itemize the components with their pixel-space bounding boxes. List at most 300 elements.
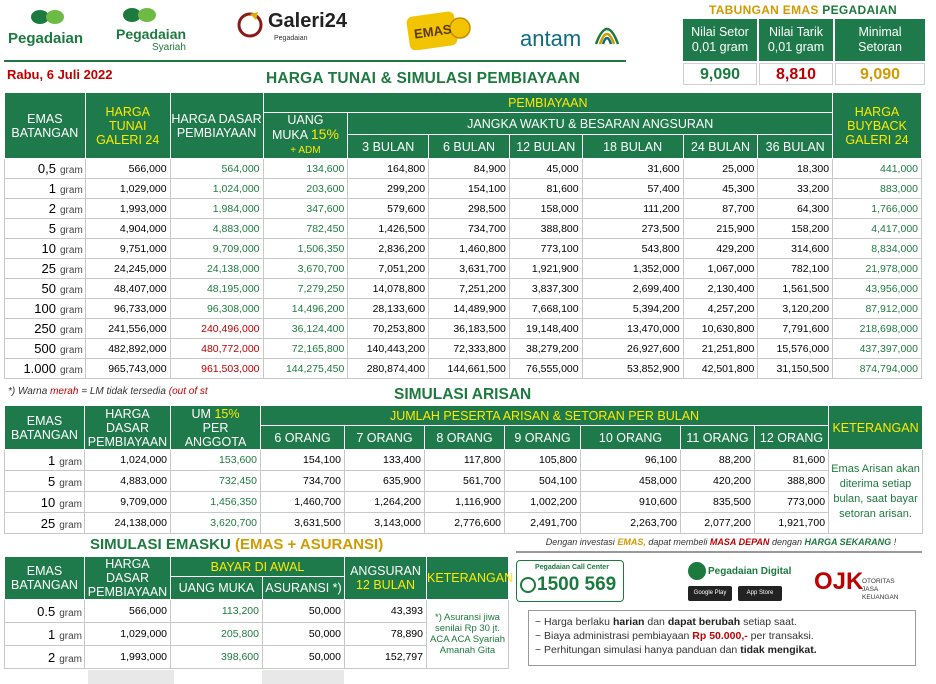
promo-c: dengan	[771, 537, 802, 547]
weight-value: 25	[40, 515, 56, 531]
promo-divider	[516, 551, 922, 553]
weight-unit: gram	[59, 225, 83, 236]
weight-unit: gram	[59, 477, 82, 489]
t3-footer-fill-2	[262, 670, 344, 684]
t1-cell-dasar: 24,138,000	[170, 259, 263, 279]
weight-cell	[5, 450, 85, 471]
ojk-logo	[812, 566, 922, 604]
t3-header-uang-muka: UANG MUKA	[171, 577, 263, 600]
info-1d: dapat berubah	[667, 616, 741, 628]
nilai-tarik-header-1: Nilai Tarik	[769, 25, 823, 39]
t1-cell-angsuran: 1,426,500	[348, 219, 429, 239]
t2-cell-orang: 2,263,700	[581, 513, 681, 534]
t1-cell-uang-muka: 144,275,450	[263, 359, 348, 379]
weight-value: 1	[47, 626, 56, 642]
t1-cell-angsuran: 45,000	[509, 159, 582, 179]
t1-cell-angsuran: 4,257,200	[683, 299, 758, 319]
promo-d: !	[893, 537, 897, 547]
t2-cell-um: 3,620,700	[171, 513, 261, 534]
table-row	[5, 299, 922, 319]
weight-value: 100	[34, 301, 56, 316]
weight-unit: gram	[59, 305, 83, 316]
t2-cell-um: 153,600	[171, 450, 261, 471]
tabungan-grid	[683, 19, 923, 85]
weight-value: 2	[48, 201, 56, 216]
t1-cell-buyback: 87,912,000	[833, 299, 922, 319]
table-row	[5, 179, 922, 199]
t3-cell-um: 205,800	[171, 623, 263, 646]
t1-cell-tunai: 48,407,000	[85, 279, 170, 299]
t1-header-uang-adm: + ADM	[290, 145, 321, 156]
t3-header-angsuran	[345, 557, 427, 600]
t3-cell-dasar: 1,029,000	[85, 623, 171, 646]
t1-cell-dasar: 240,496,000	[170, 319, 263, 339]
weight-unit: gram	[59, 607, 82, 619]
t1-cell-angsuran: 3,631,700	[429, 259, 510, 279]
t1-cell-dasar: 1,984,000	[170, 199, 263, 219]
t2-header-orang: 10 ORANG	[581, 426, 681, 450]
t1-cell-angsuran: 31,600	[582, 159, 683, 179]
pegadaian-syariah-logo	[114, 4, 194, 56]
t1-header-term: 36 BULAN	[758, 135, 833, 159]
table-row	[5, 359, 922, 379]
t2-cell-orang: 388,800	[755, 471, 829, 492]
t1-cell-angsuran: 72,333,800	[429, 339, 510, 359]
t1-cell-angsuran: 273,500	[582, 219, 683, 239]
t2-header-orang: 9 ORANG	[505, 426, 581, 450]
t1-cell-tunai: 566,000	[85, 159, 170, 179]
weight-unit: gram	[59, 165, 83, 176]
t1-cell-angsuran: 25,000	[683, 159, 758, 179]
t1-header-uang-muka	[263, 113, 348, 159]
t1-cell-uang-muka: 7,279,250	[263, 279, 348, 299]
table-row	[5, 471, 923, 492]
info-line-3	[535, 643, 909, 657]
t1-cell-dasar: 1,024,000	[170, 179, 263, 199]
t2-cell-dasar: 1,024,000	[85, 450, 171, 471]
t3-header-keterangan: KETERANGAN	[427, 557, 509, 600]
t1-cell-angsuran: 14,489,900	[429, 299, 510, 319]
weight-unit: gram	[59, 630, 82, 642]
t1-cell-tunai: 9,751,000	[85, 239, 170, 259]
table-row	[5, 319, 922, 339]
weight-unit: gram	[59, 245, 83, 256]
antam-logo-text: antam	[520, 26, 582, 51]
t2-header-um-text: UM	[191, 406, 211, 421]
t1-cell-buyback: 883,000	[833, 179, 922, 199]
t1-cell-angsuran: 158,200	[758, 219, 833, 239]
pegadaian-digital-box	[686, 562, 796, 604]
syariah-logo-text: Pegadaian	[116, 26, 187, 42]
t1-header-term: 6 BULAN	[429, 135, 510, 159]
weight-cell	[5, 623, 85, 646]
t1-cell-uang-muka: 3,670,700	[263, 259, 348, 279]
t1-cell-angsuran: 42,501,800	[683, 359, 758, 379]
tabungan-emas-box	[683, 2, 923, 85]
t3-header-angsuran-2: 12 BULAN	[355, 578, 416, 592]
weight-unit: gram	[59, 519, 82, 531]
promo-emas: EMAS,	[617, 537, 646, 547]
t1-cell-angsuran: 158,000	[509, 199, 582, 219]
weight-unit: gram	[59, 653, 82, 665]
promo-b: dapat membeli	[648, 537, 708, 547]
t1-cell-angsuran: 5,394,200	[582, 299, 683, 319]
t1-cell-angsuran: 70,253,800	[348, 319, 429, 339]
harga-tunai-table	[4, 92, 922, 379]
ojk-text-2: JASA	[862, 586, 879, 593]
galeri24-logo-subtext: Pegadaian	[274, 35, 308, 42]
table-row	[5, 259, 922, 279]
promo-a: Dengan investasi	[545, 537, 615, 547]
t1-cell-tunai: 24,245,000	[85, 259, 170, 279]
t2-cell-orang: 734,700	[261, 471, 345, 492]
note-meaning: = LM tidak tersedia	[81, 386, 166, 397]
note-out-of-stock: (out of st	[168, 386, 208, 397]
t1-cell-angsuran: 15,576,000	[758, 339, 833, 359]
simulasi-arisan-title: SIMULASI ARISAN	[394, 386, 532, 403]
t1-cell-dasar: 9,709,000	[170, 239, 263, 259]
weight-unit: gram	[59, 265, 83, 276]
t2-cell-orang: 1,460,700	[261, 492, 345, 513]
t1-header-harga-tunai: HARGA TUNAI GALERI 24	[85, 93, 170, 159]
t1-cell-angsuran: 64,300	[758, 199, 833, 219]
t1-cell-angsuran: 36,183,500	[429, 319, 510, 339]
t3-header-emas: EMAS BATANGAN	[5, 557, 85, 600]
t3-header-bayar-di-awal: BAYAR DI AWAL	[171, 557, 345, 577]
emas-badge-logo	[406, 8, 472, 50]
t1-cell-angsuran: 2,699,400	[582, 279, 683, 299]
t1-cell-tunai: 4,904,000	[85, 219, 170, 239]
weight-cell	[5, 259, 86, 279]
t2-cell-um: 1,456,350	[171, 492, 261, 513]
t2-cell-orang: 3,631,500	[261, 513, 345, 534]
info-2a: ~ Biaya administrasi pembiayaan	[535, 630, 690, 642]
weight-value: 25	[41, 261, 56, 276]
t1-header-emas: EMAS BATANGAN	[5, 93, 86, 159]
table-row	[5, 279, 922, 299]
t2-header-orang: 11 ORANG	[681, 426, 755, 450]
weight-cell	[5, 239, 86, 259]
t3-header-harga-dasar: HARGA DASAR PEMBIAYAAN	[85, 557, 171, 600]
t2-header-jumlah-peserta: JUMLAH PESERTA ARISAN & SETORAN PER BULAN	[261, 406, 829, 426]
weight-value: 5	[48, 221, 56, 236]
t3-cell-um: 398,600	[171, 646, 263, 669]
t1-cell-dasar: 564,000	[170, 159, 263, 179]
phone-icon	[520, 577, 536, 593]
weight-cell	[5, 492, 85, 513]
t2-cell-orang: 458,000	[581, 471, 681, 492]
t1-cell-angsuran: 19,148,400	[509, 319, 582, 339]
nilai-setor-header-1: Nilai Setor	[691, 25, 749, 39]
t1-cell-angsuran: 84,900	[429, 159, 510, 179]
t1-cell-angsuran: 1,352,000	[582, 259, 683, 279]
nilai-tarik-header-2: 0,01 gram	[767, 40, 825, 54]
weight-unit: gram	[59, 456, 82, 468]
t1-cell-angsuran: 1,561,500	[758, 279, 833, 299]
weight-cell	[5, 299, 86, 319]
t1-header-harga-dasar: HARGA DASAR PEMBIAYAAN	[170, 93, 263, 159]
nilai-tarik-value: 8,810	[759, 63, 833, 85]
t1-cell-angsuran: 87,700	[683, 199, 758, 219]
weight-unit: gram	[59, 365, 83, 376]
t1-cell-uang-muka: 1,506,350	[263, 239, 348, 259]
antam-emblem-icon	[592, 12, 622, 48]
t1-cell-angsuran: 38,279,200	[509, 339, 582, 359]
t3-header-angsuran-1: ANGSURAN	[350, 564, 421, 578]
t1-cell-angsuran: 45,300	[683, 179, 758, 199]
t1-cell-angsuran: 543,800	[582, 239, 683, 259]
pegadaian-digital-icon	[688, 562, 706, 580]
weight-cell	[5, 319, 86, 339]
weight-value: 0,5	[37, 161, 56, 176]
t1-cell-dasar: 48,195,000	[170, 279, 263, 299]
weight-cell	[5, 600, 85, 623]
t1-cell-angsuran: 298,500	[429, 199, 510, 219]
syariah-emblem-icon	[120, 6, 160, 24]
t2-cell-orang: 420,200	[681, 471, 755, 492]
t1-cell-angsuran: 18,300	[758, 159, 833, 179]
app-store-badge[interactable]: App Store	[738, 586, 782, 601]
note-red-word: merah	[50, 386, 79, 397]
t3-cell-angsuran: 78,890	[345, 623, 427, 646]
t1-cell-angsuran: 2,836,200	[348, 239, 429, 259]
t1-cell-tunai: 965,743,000	[85, 359, 170, 379]
t1-cell-angsuran: 111,200	[582, 199, 683, 219]
galeri24-logo-text: Galeri24	[268, 10, 347, 32]
t1-cell-angsuran: 140,443,200	[348, 339, 429, 359]
t1-cell-angsuran: 215,900	[683, 219, 758, 239]
emas-badge-text: EMAS	[413, 21, 453, 42]
note-prefix: *) Warna	[8, 386, 48, 397]
ojk-text-1: OTORITAS	[862, 578, 895, 585]
t1-cell-angsuran: 579,600	[348, 199, 429, 219]
t3-cell-asuransi: 50,000	[263, 623, 345, 646]
t3-cell-angsuran: 43,393	[345, 600, 427, 623]
t2-header-orang: 7 ORANG	[345, 426, 425, 450]
t1-header-term: 24 BULAN	[683, 135, 758, 159]
t1-header-term: 12 BULAN	[509, 135, 582, 159]
syariah-logo-subtext: Syariah	[152, 42, 186, 53]
t1-header-term: 3 BULAN	[348, 135, 429, 159]
weight-cell	[5, 199, 86, 219]
t1-cell-angsuran: 10,630,800	[683, 319, 758, 339]
t3-keterangan: *) Asuransi jiwa senilai Rp 30 jt. ACA ACA Syariah Amanah Gita	[427, 600, 509, 669]
t1-cell-angsuran: 1,067,000	[683, 259, 758, 279]
simulasi-arisan-table	[4, 405, 923, 534]
t1-cell-tunai: 1,993,000	[85, 199, 170, 219]
table-row	[5, 219, 922, 239]
t1-cell-tunai: 482,892,000	[85, 339, 170, 359]
weight-unit: gram	[59, 345, 83, 356]
t3-footer-fill	[88, 670, 174, 684]
weight-unit: gram	[59, 285, 83, 296]
t1-cell-buyback: 437,397,000	[833, 339, 922, 359]
call-center-box[interactable]	[516, 560, 624, 602]
nilai-setor-header-2: 0,01 gram	[691, 40, 749, 54]
t1-cell-uang-muka: 134,600	[263, 159, 348, 179]
weight-cell	[5, 279, 86, 299]
t1-cell-angsuran: 164,800	[348, 159, 429, 179]
table-row	[5, 239, 922, 259]
simulasi-emasku-table	[4, 556, 514, 669]
price-date: Rabu, 6 Juli 2022	[7, 67, 113, 82]
t3-cell-um: 113,200	[171, 600, 263, 623]
t1-cell-angsuran: 53,852,900	[582, 359, 683, 379]
t1-cell-buyback: 441,000	[833, 159, 922, 179]
t1-cell-angsuran: 7,791,600	[758, 319, 833, 339]
table-row	[5, 492, 923, 513]
t3-cell-dasar: 566,000	[85, 600, 171, 623]
t2-cell-orang: 2,776,600	[425, 513, 505, 534]
t1-cell-tunai: 96,733,000	[85, 299, 170, 319]
t2-cell-orang: 117,800	[425, 450, 505, 471]
pegadaian-logo-text: Pegadaian	[8, 30, 84, 47]
google-play-badge[interactable]: Google Play	[688, 586, 732, 601]
t2-cell-orang: 154,100	[261, 450, 345, 471]
t2-cell-orang: 835,500	[681, 492, 755, 513]
weight-unit: gram	[59, 325, 83, 336]
promo-harga-sekarang: HARGA SEKARANG	[804, 537, 892, 547]
t1-cell-angsuran: 7,051,200	[348, 259, 429, 279]
weight-value: 250	[34, 321, 56, 336]
weight-value: 10	[40, 494, 56, 510]
t1-cell-angsuran: 314,600	[758, 239, 833, 259]
emasku-title-a: SIMULASI EMASKU	[90, 536, 231, 553]
weight-value: 1	[47, 452, 56, 468]
t1-cell-buyback: 874,794,000	[833, 359, 922, 379]
t2-cell-orang: 1,921,700	[755, 513, 829, 534]
weight-value: 0.5	[37, 603, 56, 619]
info-1e: setiap saat.	[743, 616, 797, 628]
t1-cell-angsuran: 280,874,400	[348, 359, 429, 379]
table-row	[5, 159, 922, 179]
t2-cell-orang: 910,600	[581, 492, 681, 513]
info-2b: Rp 50.000,-	[692, 630, 748, 642]
t1-cell-dasar: 961,503,000	[170, 359, 263, 379]
galeri24-emblem-icon	[236, 10, 266, 40]
table-row	[5, 339, 922, 359]
weight-value: 10	[41, 241, 56, 256]
t1-cell-angsuran: 1,921,900	[509, 259, 582, 279]
tabungan-title-a: TABUNGAN EMAS	[708, 3, 819, 17]
t2-header-keterangan: KETERANGAN	[829, 406, 923, 450]
t1-cell-buyback: 21,978,000	[833, 259, 922, 279]
t2-cell-orang: 81,600	[755, 450, 829, 471]
promo-line	[516, 537, 926, 547]
t1-cell-buyback: 1,766,000	[833, 199, 922, 219]
weight-cell	[5, 513, 85, 534]
t3-cell-asuransi: 50,000	[263, 600, 345, 623]
t1-cell-buyback: 4,417,000	[833, 219, 922, 239]
t1-cell-uang-muka: 782,450	[263, 219, 348, 239]
antam-logo	[518, 10, 622, 54]
weight-cell	[5, 219, 86, 239]
t1-cell-angsuran: 81,600	[509, 179, 582, 199]
t2-cell-orang: 1,264,200	[345, 492, 425, 513]
t1-cell-angsuran: 57,400	[582, 179, 683, 199]
info-2c: per transaksi.	[750, 630, 814, 642]
t1-cell-angsuran: 26,927,600	[582, 339, 683, 359]
ojk-logo-mark: OJK	[814, 568, 864, 595]
t1-cell-uang-muka: 14,496,200	[263, 299, 348, 319]
t1-cell-uang-muka: 203,600	[263, 179, 348, 199]
t1-cell-angsuran: 13,470,000	[582, 319, 683, 339]
t1-cell-angsuran: 429,200	[683, 239, 758, 259]
t1-cell-angsuran: 33,200	[758, 179, 833, 199]
info-1a: ~ Harga berlaku	[535, 616, 611, 628]
tabungan-title-b: PEGADAIAN	[822, 3, 898, 17]
t2-cell-orang: 88,200	[681, 450, 755, 471]
ojk-text-3: KEUANGAN	[862, 594, 899, 601]
t1-cell-angsuran: 1,460,800	[429, 239, 510, 259]
weight-cell	[5, 159, 86, 179]
weight-unit: gram	[59, 205, 83, 216]
t2-cell-orang: 561,700	[425, 471, 505, 492]
t1-cell-angsuran: 388,800	[509, 219, 582, 239]
weight-value: 1	[48, 181, 56, 196]
t3-cell-asuransi: 50,000	[263, 646, 345, 669]
t1-header-uang-pct: 15%	[310, 126, 339, 142]
t2-cell-orang: 105,800	[505, 450, 581, 471]
weight-unit: gram	[59, 498, 82, 510]
t1-header-buyback: HARGA BUYBACK GALERI 24	[833, 93, 922, 159]
t1-cell-uang-muka: 347,600	[263, 199, 348, 219]
t1-cell-buyback: 8,834,000	[833, 239, 922, 259]
call-center-number[interactable]: 1500 569	[537, 574, 617, 595]
t2-cell-um: 732,450	[171, 471, 261, 492]
t1-cell-angsuran: 154,100	[429, 179, 510, 199]
t2-cell-orang: 96,100	[581, 450, 681, 471]
minimal-setoran-value: 9,090	[835, 63, 925, 85]
minimal-setoran-header	[835, 19, 925, 61]
t1-cell-dasar: 4,883,000	[170, 219, 263, 239]
emasku-title-b: (EMAS + ASURANSI)	[235, 536, 384, 553]
weight-cell	[5, 646, 85, 669]
simulasi-emasku-title	[90, 536, 383, 553]
t1-cell-angsuran: 782,100	[758, 259, 833, 279]
out-of-stock-note	[8, 386, 266, 397]
t2-header-orang: 8 ORANG	[425, 426, 505, 450]
t1-cell-uang-muka: 36,124,400	[263, 319, 348, 339]
info-3b: tidak mengikat.	[740, 644, 817, 656]
minimal-setoran-header-1: Minimal	[858, 25, 902, 39]
tabungan-title	[683, 2, 923, 19]
t2-cell-orang: 2,491,700	[505, 513, 581, 534]
t1-cell-angsuran: 3,837,300	[509, 279, 582, 299]
t2-cell-dasar: 24,138,000	[85, 513, 171, 534]
t2-header-um-pct: 15%	[214, 406, 240, 421]
table-row	[5, 513, 923, 534]
t1-cell-buyback: 43,956,000	[833, 279, 922, 299]
t3-cell-angsuran: 152,797	[345, 646, 427, 669]
t2-header-per-anggota: PER ANGGOTA	[184, 420, 247, 449]
weight-value: 500	[34, 341, 56, 356]
t1-cell-uang-muka: 72,165,800	[263, 339, 348, 359]
t1-cell-tunai: 241,556,000	[85, 319, 170, 339]
weight-cell	[5, 471, 85, 492]
call-center-label: Pegadaian Call Center	[535, 564, 609, 571]
t2-header-harga-dasar: HARGA DASAR PEMBIAYAAN	[85, 406, 171, 450]
t2-cell-orang: 3,143,000	[345, 513, 425, 534]
weight-value: 1.000	[23, 361, 56, 376]
weight-value: 5	[47, 473, 56, 489]
harga-tunai-title: HARGA TUNAI & SIMULASI PEMBIAYAAN	[266, 70, 581, 87]
nilai-setor-header	[683, 19, 757, 61]
t1-cell-dasar: 480,772,000	[170, 339, 263, 359]
weight-value: 2	[47, 649, 56, 665]
t1-cell-angsuran: 144,661,500	[429, 359, 510, 379]
t1-cell-angsuran: 299,200	[348, 179, 429, 199]
